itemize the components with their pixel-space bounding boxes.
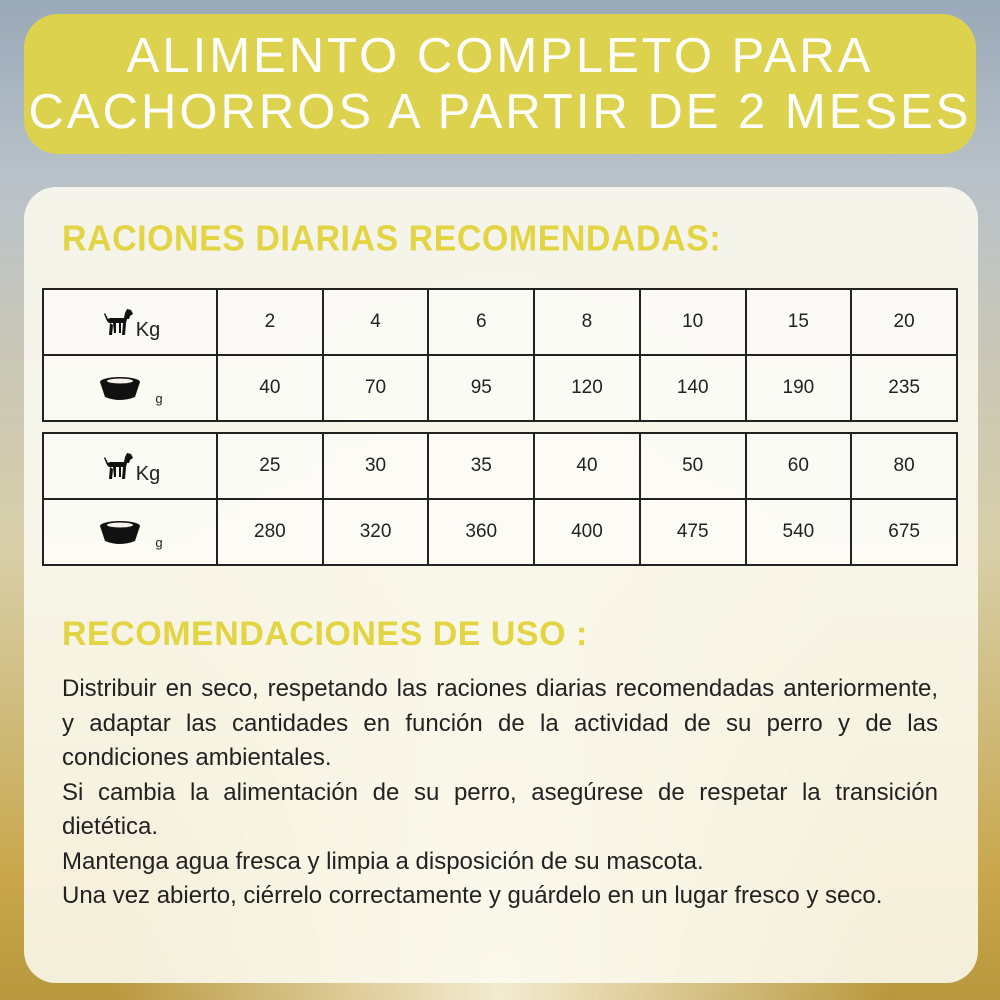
weight-value-cell: 40 (534, 433, 640, 499)
grams-value-cell: 320 (323, 499, 429, 565)
dog-icon (100, 451, 134, 481)
banner-line-1: ALIMENTO COMPLETO PARA (126, 29, 874, 83)
grams-value-cell: 540 (746, 499, 852, 565)
table-row-grams (43, 499, 957, 565)
weight-value-cell: 20 (851, 289, 957, 355)
grams-unit: g (155, 390, 163, 406)
weight-value-cell: 2 (217, 289, 323, 355)
table-row-grams (43, 355, 957, 421)
usage-title: RECOMENDACIONES DE USO : (62, 615, 588, 653)
food-bowl-icon (97, 519, 143, 545)
banner-line-2: CACHORROS A PARTIR DE 2 MESES (28, 85, 972, 139)
ration-table-2 (42, 432, 958, 566)
weight-value-cell: 50 (640, 433, 746, 499)
weight-header-cell (43, 289, 217, 355)
usage-paragraph: Una vez abierto, ciérrelo correctamente y guárdelo en un lugar fresco y seco. (62, 882, 883, 909)
header-banner (24, 14, 976, 154)
grams-value-cell: 360 (428, 499, 534, 565)
usage-instructions (62, 672, 938, 914)
weight-value-cell: 35 (428, 433, 534, 499)
dog-icon (100, 307, 134, 337)
grams-value-cell: 95 (428, 355, 534, 421)
rations-title: RACIONES DIARIAS RECOMENDADAS: (62, 219, 722, 259)
weight-value-cell: 80 (851, 433, 957, 499)
grams-value-cell: 475 (640, 499, 746, 565)
grams-header-cell (43, 499, 217, 565)
grams-value-cell: 400 (534, 499, 640, 565)
ration-table-1 (42, 288, 958, 422)
grams-unit: g (155, 534, 163, 550)
grams-value-cell: 40 (217, 355, 323, 421)
weight-value-cell: 8 (534, 289, 640, 355)
grams-header-cell (43, 355, 217, 421)
grams-value-cell: 675 (851, 499, 957, 565)
weight-value-cell: 10 (640, 289, 746, 355)
weight-unit: Kg (135, 462, 161, 485)
weight-value-cell: 6 (428, 289, 534, 355)
weight-value-cell: 4 (323, 289, 429, 355)
usage-paragraph: Si cambia la alimentación de su perro, asegúrese de respetar la transición dietética. (62, 778, 938, 840)
weight-header-cell (43, 433, 217, 499)
grams-value-cell: 235 (851, 355, 957, 421)
grams-value-cell: 280 (217, 499, 323, 565)
weight-value-cell: 30 (323, 433, 429, 499)
grams-value-cell: 140 (640, 355, 746, 421)
grams-value-cell: 120 (534, 355, 640, 421)
grams-value-cell: 190 (746, 355, 852, 421)
weight-value-cell: 15 (746, 289, 852, 355)
weight-unit: Kg (135, 318, 161, 341)
grams-value-cell: 70 (323, 355, 429, 421)
table-row-weight (43, 289, 957, 355)
table-row-weight (43, 433, 957, 499)
weight-value-cell: 25 (217, 433, 323, 499)
food-bowl-icon (97, 375, 143, 401)
usage-paragraph: Mantenga agua fresca y limpia a disposición de su mascota. (62, 847, 704, 875)
weight-value-cell: 60 (746, 433, 852, 499)
usage-paragraph: Distribuir en seco, respetando las raciones diarias recomendadas anteriormente, y adaptar las cantidades en función de la actividad de su perro y de las condiciones ambientales. (62, 675, 938, 771)
